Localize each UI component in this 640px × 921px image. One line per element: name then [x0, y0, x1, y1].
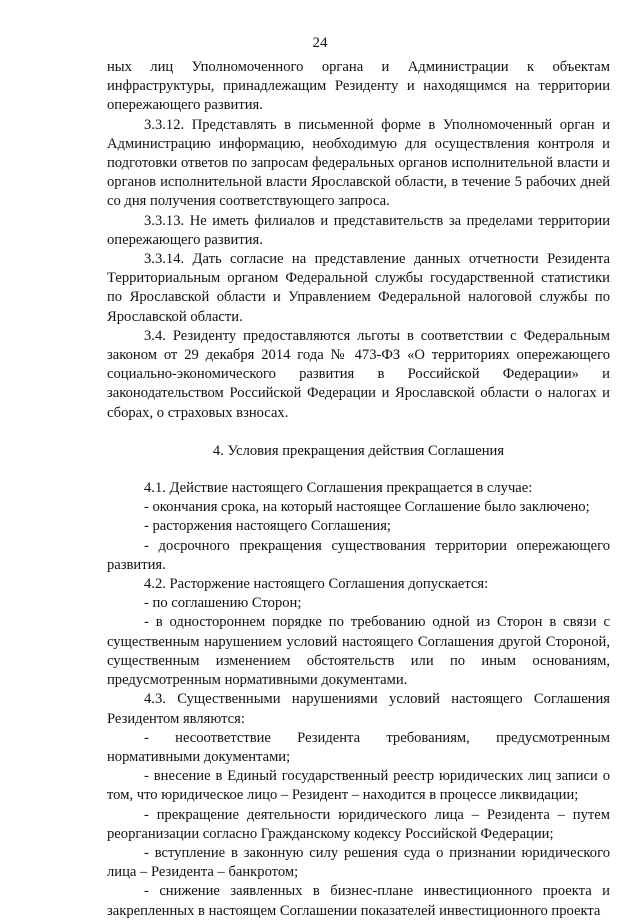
paragraph-3-3-14: 3.3.14. Дать согласие на представление данных отчетности Резидента Территориальным органом Федеральной службы государственной статистики по Ярославской области и Управлением Федеральной налоговой службы по Ярославской области. [107, 251, 610, 325]
list-item: - расторжения настоящего Соглашения; [144, 518, 391, 535]
list-item: - досрочного прекращения существования территории опережающего развития. [107, 537, 610, 573]
list-item: - в одностороннем порядке по требованию одной из Сторон в связи с существенным нарушением условий настоящего Соглашения другой Стороной, существенным изменением обстоятельств или по иным основаниям, предусмотренным нормативными документами. [107, 614, 610, 689]
section-4-heading: 4. Условия прекращения действия Соглашения [212, 442, 505, 459]
list-item: - внесение в Единый государственный реестр юридических лиц записи о том, что юридическое лицо – Резидент – находится в процессе ликвидации; [107, 768, 610, 804]
list-item: - снижение заявленных в бизнес-плане инвестиционного проекта и закрепленных в настоящем Соглашении показателей инвестиционного проекта [107, 883, 610, 919]
list-item: - вступление в законную силу решения суда о признании юридического лица – Резидента – банкротом; [107, 844, 610, 881]
list-item: - несоответствие Резидента требованиям, предусмотренным нормативными документами; [107, 729, 610, 765]
paragraph-4-3: 4.3. Существенными нарушениями условий настоящего Соглашения Резидентом являются: [107, 691, 610, 727]
list-item: - по соглашению Сторон; [144, 595, 302, 612]
paragraph-3-3-13: 3.3.13. Не иметь филиалов и представительств за пределами территории опережающего развития. [107, 212, 610, 248]
paragraph-4-1: 4.1. Действие настоящего Соглашения прекращается в случае: [144, 480, 533, 497]
list-item: - окончания срока, на который настоящее Соглашение было заключено; [144, 499, 590, 516]
paragraph-3-4: 3.4. Резиденту предоставляются льготы в соответствии с Федеральным законом от 29 декабря 2014 года № 473-ФЗ «О территориях опережающего социально-экономического развития в Российской Федерации» и законодательством Российской Федерации и Ярославской области о налогах и сборах, о страховых взносах. [107, 327, 610, 421]
paragraph-4-2: 4.2. Расторжение настоящего Соглашения допускается: [144, 576, 489, 593]
list-item: - прекращение деятельности юридического лица – Резидента – путем реорганизации согласно Гражданскому кодексу Российской Федерации; [107, 806, 610, 842]
paragraph-continuation: ных лиц Уполномоченного органа и Администрации к объектам инфраструктуры, принадлежащим Резиденту и находящимся на территории опережающего развития. [107, 59, 610, 114]
paragraph-3-3-12: 3.3.12. Представлять в письменной форме в Уполномоченный орган и Администрацию информацию, необходимую для осуществления контроля и подготовки ответов по запросам федеральных органов исполнительной власти и органов исполнительной власти Ярославской области, в течение 5 рабочих дней со дня получения соответствующего запроса. [107, 116, 610, 210]
document-body [107, 58, 610, 921]
page-number: 24 [312, 35, 328, 51]
